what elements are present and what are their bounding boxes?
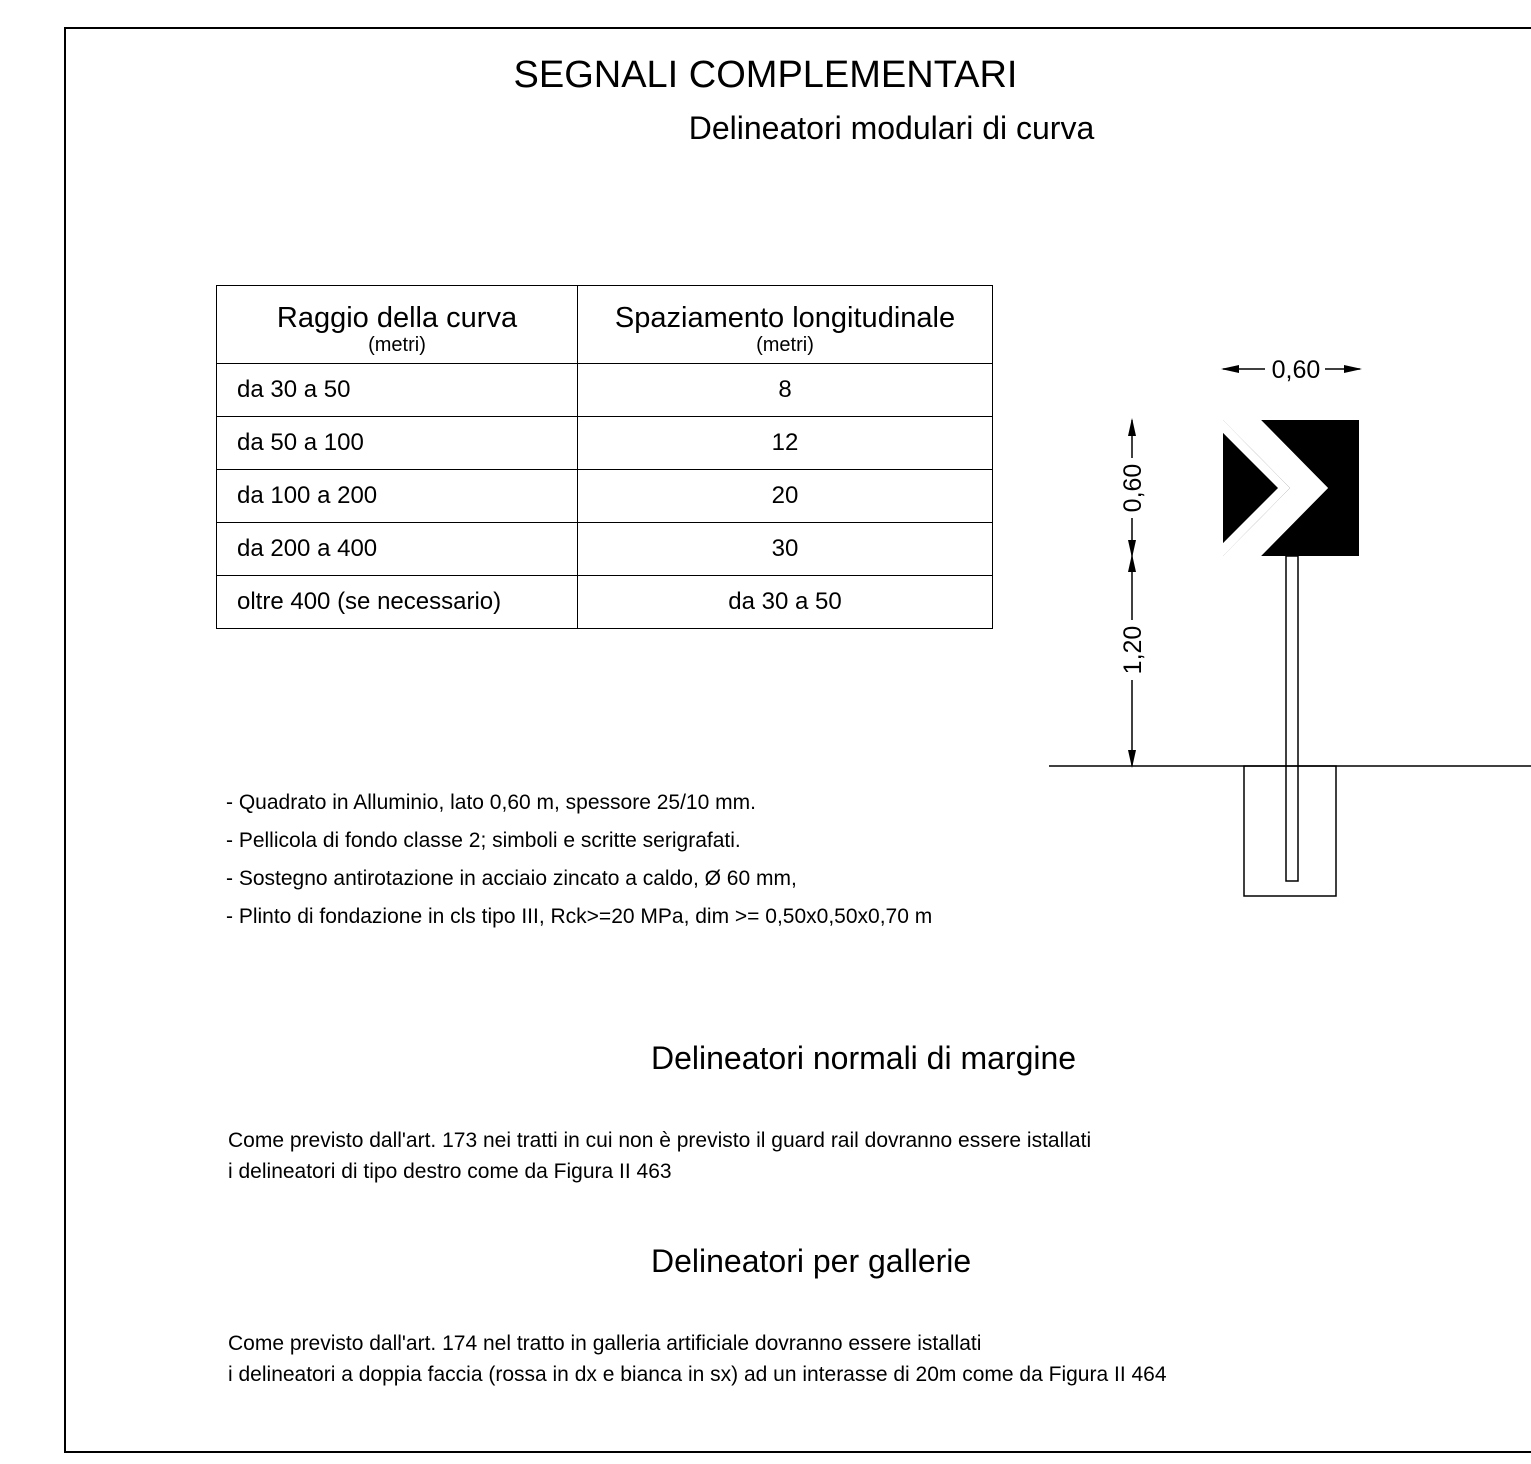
chevron-sign-panel [1223,420,1359,556]
section-heading-tunnel: Delineatori per gallerie [651,1243,972,1279]
column-header-unit: (metri) [368,334,426,356]
list-item: - Plinto di fondazione in cls tipo III, Rck>=20 MPa, dim >= 0,50x0,50x0,70 m [226,905,933,928]
paragraph-line: i delineatori di tipo destro come da Figura II 463 [228,1160,672,1183]
width-dimension [1221,356,1362,384]
paragraph-line: Come previsto dall'art. 174 nel tratto in galleria artificiale dovranno essere istallati [228,1332,982,1355]
list-item: - Pellicola di fondo classe 2; simboli e scritte serigrafati. [226,829,741,852]
column-header-label: Spaziamento longitudinale [614,302,956,334]
column-header-unit: (metri) [756,334,814,356]
pole-height-dimension [1119,554,1147,768]
list-item: - Quadrato in Alluminio, lato 0,60 m, spessore 25/10 mm. [226,791,756,814]
table-cell: da 200 a 400 [217,523,578,576]
table-cell: 12 [578,417,993,470]
table-cell: da 50 a 100 [217,417,578,470]
section-heading-margin: Delineatori normali di margine [651,1040,1077,1076]
section-text-tunnel [228,1328,1167,1390]
page-title: SEGNALI COMPLEMENTARI [513,54,1018,96]
table-cell: da 30 a 50 [217,364,578,417]
pole-height-dimension-label: 1,20 [1119,625,1147,675]
table-cell: 20 [578,470,993,523]
table-cell: 30 [578,523,993,576]
list-item: - Sostegno antirotazione in acciaio zincato a caldo, Ø 60 mm, [226,867,797,890]
table-cell: da 30 a 50 [578,576,993,629]
table-cell: 8 [578,364,993,417]
table-cell: da 100 a 200 [217,470,578,523]
support-pole [1286,556,1298,881]
height-dimension-label: 0,60 [1119,463,1147,513]
paragraph-line: i delineatori a doppia faccia (rossa in dx e bianca in sx) ad un interasse di 20m come da Figura II 464 [228,1363,1167,1386]
height-dimension [1119,418,1147,558]
paragraph-line: Come previsto dall'art. 173 nei tratti in cui non è previsto il guard rail dovranno essere istallati [228,1129,1092,1152]
notes-list [226,788,932,940]
page-subtitle: Delineatori modulari di curva [688,110,1095,146]
width-dimension-label: 0,60 [1271,356,1321,384]
column-header-label: Raggio della curva [276,302,518,334]
section-text-margin [228,1125,1091,1187]
table-cell: oltre 400 (se necessario) [217,576,578,629]
